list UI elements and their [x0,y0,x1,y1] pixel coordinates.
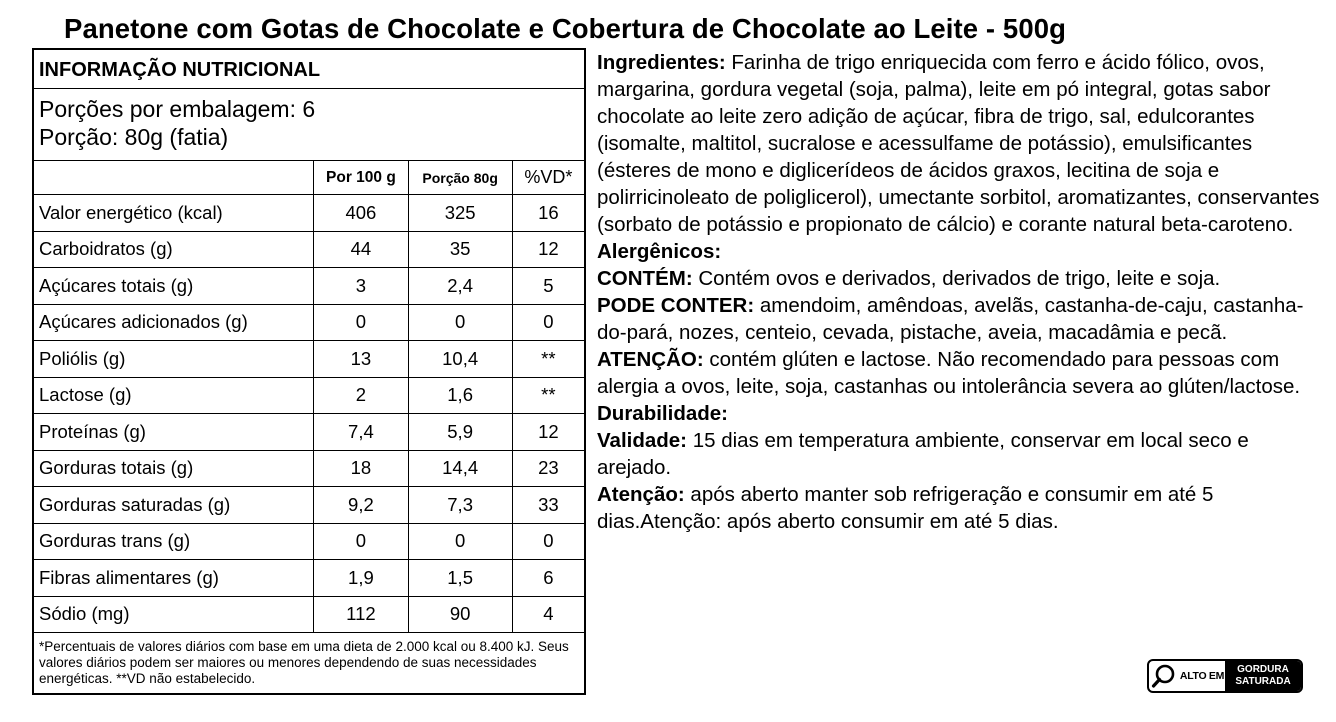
durability-label: Durabilidade: [597,402,728,425]
nutrient-per100: 44 [314,231,408,268]
nutrient-vd: 12 [512,231,584,268]
ingredients-paragraph [597,49,1327,238]
badge-nutrient-label [1225,661,1301,691]
storage-label: Atenção: [597,483,685,506]
servings-per-package: Porções por embalagem: 6 [39,96,316,122]
nutrient-name: Poliólis (g) [34,341,314,378]
nutrient-portion: 14,4 [408,450,512,487]
nutrient-row [34,341,584,378]
nutrient-portion: 5,9 [408,414,512,451]
nutrient-vd: 0 [512,304,584,341]
nutrient-row [34,195,584,232]
nutrient-name: Proteínas (g) [34,414,314,451]
nutrient-per100: 2 [314,377,408,414]
nutrient-portion: 35 [408,231,512,268]
nutrient-row [34,523,584,560]
nutrition-facts-table [32,48,586,695]
nutrient-portion: 2,4 [408,268,512,305]
nutrient-name: Gorduras totais (g) [34,450,314,487]
nutrient-table [34,161,584,633]
nutrient-per100: 3 [314,268,408,305]
storage-paragraph [597,481,1287,535]
nutrient-name: Gorduras saturadas (g) [34,487,314,524]
may-contain-label: PODE CONTER: [597,294,755,317]
nutrient-vd: 23 [512,450,584,487]
high-saturated-fat-badge [1147,659,1303,693]
nutrient-vd: 0 [512,523,584,560]
contains-label: CONTÉM: [597,267,693,290]
column-header-per100: Por 100 g [314,161,408,195]
contains-paragraph [597,265,1327,292]
contains-text: Contém ovos e derivados, derivados de trigo, leite e soja. [692,267,1221,290]
nutrient-name: Lactose (g) [34,377,314,414]
nutrient-portion: 0 [408,523,512,560]
magnifier-icon [1149,661,1179,691]
column-header-vd: %VD* [512,161,584,195]
nutrient-portion: 1,5 [408,560,512,597]
nutrient-name: Açúcares adicionados (g) [34,304,314,341]
product-info-text [597,49,1327,535]
validity-label: Validade: [597,429,688,452]
badge-high-label: ALTO EM [1179,670,1225,682]
nutrient-vd: 4 [512,596,584,633]
badge-line-2: SATURADA [1235,676,1291,687]
attention-text: contém glúten e lactose. Não recomendado para pessoas com alergia a ovos, leite, soja, castanhas ou intolerância severa ao glúten/lactose. [597,348,1301,398]
badge-line-1: GORDURA [1237,664,1289,675]
nutrient-row [34,560,584,597]
serving-info [34,89,584,161]
nutrition-heading: INFORMAÇÃO NUTRICIONAL [34,50,584,89]
storage-text: após aberto manter sob refrigeração e consumir em até 5 dias.Atenção: após aberto consumir em até 5 dias. [597,483,1214,533]
product-title: Panetone com Gotas de Chocolate e Cobertura de Chocolate ao Leite - 500g [64,13,1067,44]
nutrition-footnote: *Percentuais de valores diários com base em uma dieta de 2.000 kcal ou 8.400 kJ. Seus valores diários podem ser maiores ou menores dependendo de suas necessidades energéticas. **VD não estabelecido. [39,639,569,686]
nutrient-name: Açúcares totais (g) [34,268,314,305]
nutrient-row [34,487,584,524]
validity-paragraph [597,427,1327,481]
nutrient-portion: 7,3 [408,487,512,524]
nutrient-vd: 6 [512,560,584,597]
nutrient-per100: 0 [314,523,408,560]
nutrient-vd: 5 [512,268,584,305]
nutrient-portion: 325 [408,195,512,232]
nutrient-row [34,304,584,341]
ingredients-label: Ingredientes: [597,51,726,74]
nutrient-portion: 1,6 [408,377,512,414]
nutrient-row [34,414,584,451]
nutrient-portion: 0 [408,304,512,341]
nutrient-per100: 406 [314,195,408,232]
may-contain-text: amendoim, amêndoas, avelãs, castanha-de-caju, castanha-do-pará, nozes, centeio, cevada, pistache, aveia, macadâmia e pecã. [597,294,1304,344]
nutrient-vd: 12 [512,414,584,451]
ingredients-text: Farinha de trigo enriquecida com ferro e ácido fólico, ovos, margarina, gordura vegetal (soja, palma), leite em pó integral, gotas sabor chocolate ao leite zero adição de açúcar, fibra de trigo, sal, edulcorantes (isomalte, maltitol, sucralose e acessulfame de potássio), emulsificantes (ésteres de mono e diglicerídeos de ácidos graxos, lecitina de soja e polirricinoleato de poliglicerol), umectante sorbitol, aromatizantes, conservantes (sorbato de potássio e propionato de cálcio) e corante natural beta-caroteno. [597,51,1320,236]
nutrient-name: Carboidratos (g) [34,231,314,268]
nutrient-per100: 9,2 [314,487,408,524]
nutrient-name: Gorduras trans (g) [34,523,314,560]
column-header-blank [34,161,314,195]
nutrient-row [34,596,584,633]
nutrient-per100: 0 [314,304,408,341]
nutrient-name: Valor energético (kcal) [34,195,314,232]
attention-paragraph [597,346,1327,400]
nutrient-vd: ** [512,377,584,414]
nutrient-portion: 10,4 [408,341,512,378]
nutrient-name: Sódio (mg) [34,596,314,633]
nutrient-vd: 16 [512,195,584,232]
nutrient-vd: ** [512,341,584,378]
nutrient-per100: 7,4 [314,414,408,451]
nutrient-per100: 1,9 [314,560,408,597]
nutrient-per100: 13 [314,341,408,378]
nutrient-per100: 18 [314,450,408,487]
may-contain-paragraph [597,292,1327,346]
attention-label: ATENÇÃO: [597,348,704,371]
nutrient-vd: 33 [512,487,584,524]
nutrient-row [34,231,584,268]
nutrient-row [34,450,584,487]
column-header-portion: Porção 80g [408,161,512,195]
allergens-label: Alergênicos: [597,240,722,263]
nutrient-row [34,268,584,305]
nutrient-per100: 112 [314,596,408,633]
nutrient-name: Fibras alimentares (g) [34,560,314,597]
nutrient-portion: 90 [408,596,512,633]
nutrient-row [34,377,584,414]
serving-size: Porção: 80g (fatia) [39,124,229,150]
validity-text: 15 dias em temperatura ambiente, conservar em local seco e arejado. [597,429,1249,479]
column-header-row [34,161,584,195]
